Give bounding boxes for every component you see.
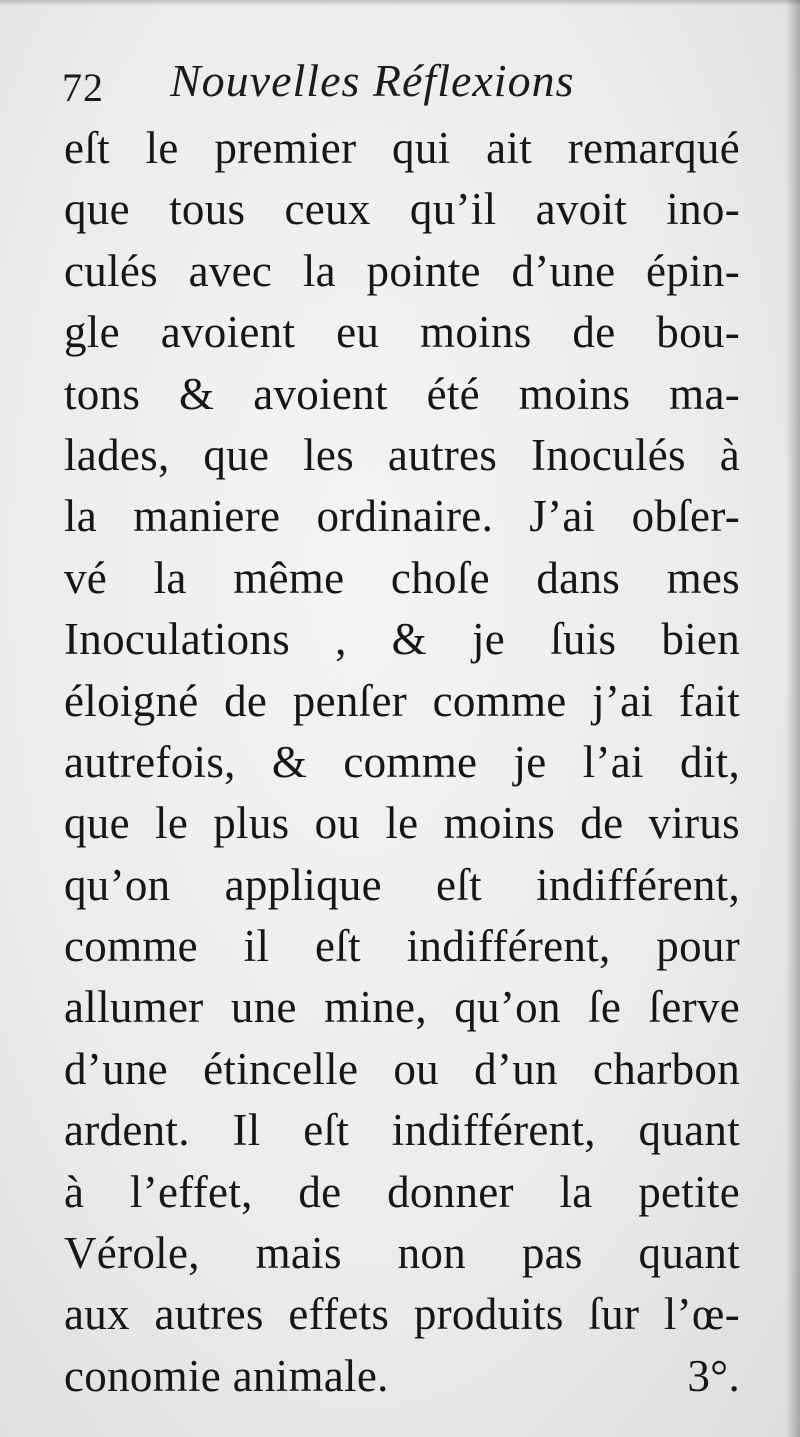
text-line: à l’effet, de donner la petite <box>64 1166 740 1217</box>
text-line: Vérole, mais non pas quant <box>64 1228 740 1279</box>
text-line: comme il eſt indifférent, pour <box>64 921 740 972</box>
running-title: Nouvelles Réflexions <box>170 55 575 106</box>
page-edge-shadow <box>0 0 800 6</box>
text-line: que tous ceux qu’il avoit ino- <box>64 184 740 235</box>
page-header <box>62 52 742 114</box>
text-line: aux autres effets produits ſur l’œ- <box>64 1289 740 1340</box>
text-line: gle avoient eu moins de bou- <box>64 307 740 358</box>
text-line: eſt le premier qui ait remarqué <box>64 123 740 173</box>
text-line: allumer une mine, qu’on ſe ſerve <box>64 982 740 1033</box>
text-line: lades, que les autres Inoculés à <box>64 429 740 480</box>
text-line: d’une étincelle ou d’un charbon <box>64 1043 740 1094</box>
final-line-text: conomie animale. <box>64 1350 389 1401</box>
catchword: 3°. <box>687 1350 740 1401</box>
text-line: ardent. Il eſt indifférent, quant <box>64 1105 740 1156</box>
body-text <box>64 118 740 1407</box>
text-line: autrefois, & comme je l’ai dit, <box>64 736 740 787</box>
text-line: tons & avoient été moins ma- <box>64 368 740 419</box>
text-line: Inoculations , & je ſuis bien <box>64 614 740 665</box>
text-line: culés avec la pointe d’une épin- <box>64 245 740 296</box>
text-line: éloigné de penſer comme j’ai fait <box>64 675 740 726</box>
spine-shadow <box>786 0 800 1437</box>
text-line: que le plus ou le moins de virus <box>64 798 740 849</box>
text-line: la maniere ordinaire. J’ai obſer- <box>64 491 740 542</box>
text-line: vé la même choſe dans mes <box>64 552 740 603</box>
text-line: qu’on applique eſt indifférent, <box>64 859 740 910</box>
page-number: 72 <box>62 65 104 110</box>
text-line-final <box>64 1346 740 1407</box>
